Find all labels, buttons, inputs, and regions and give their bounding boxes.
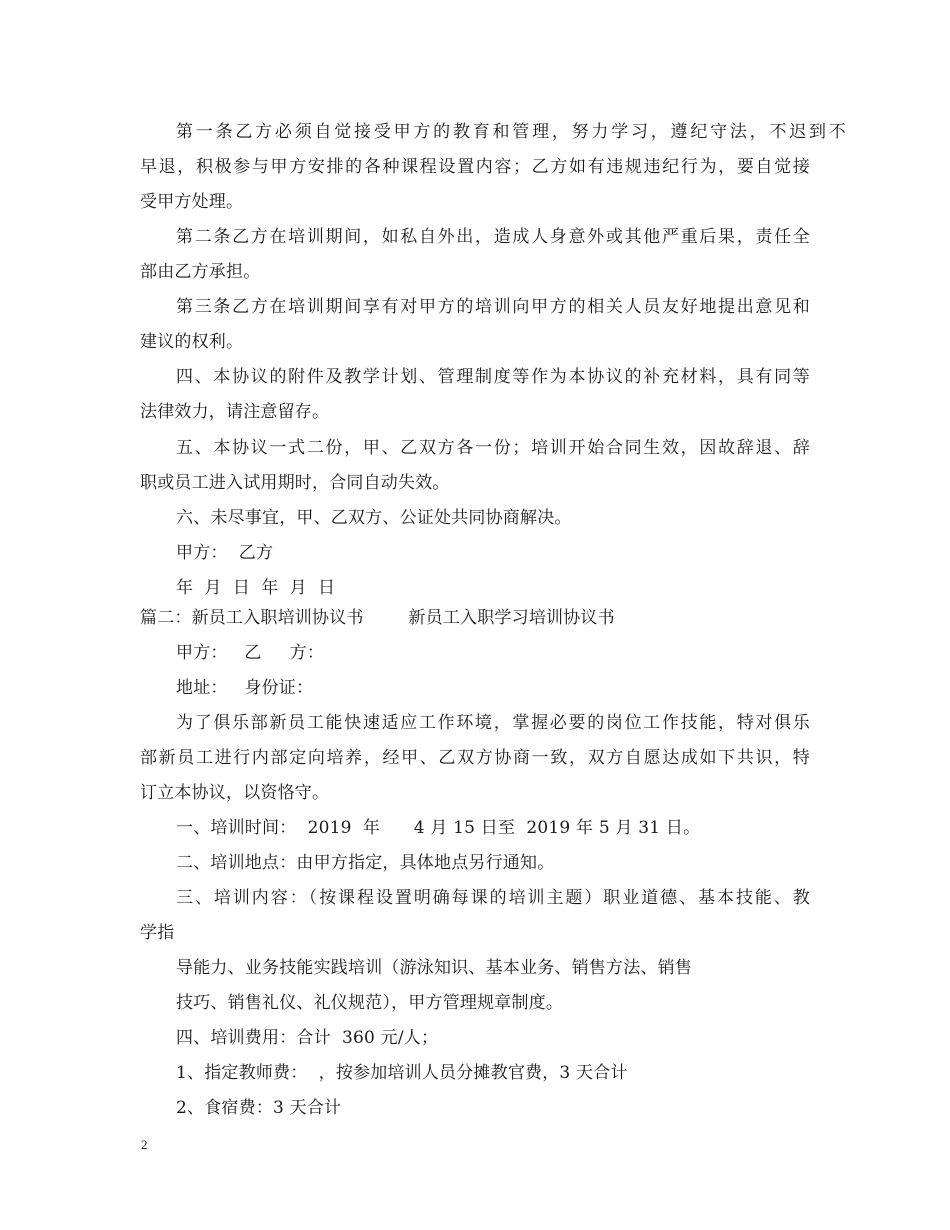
section-heading: 篇二：新员工入职培训协议书 新员工入职学习培训协议书 <box>140 608 615 628</box>
paragraph-line: 四、本协议的附件及教学计划、管理制度等作为本协议的补充材料，具有同等 <box>176 367 810 387</box>
paragraph-line: 第二条乙方在培训期间，如私自外出，造成人身意外或其他严重后果，责任全 <box>176 227 810 247</box>
training-location-line: 二、培训地点：由甲方指定，具体地点另行通知。 <box>176 853 555 873</box>
fee-item-line: 2、食宿费：3 天合计 <box>176 1098 342 1118</box>
paragraph-line: 技巧、销售礼仪、礼仪规范），甲方管理规章制度。 <box>176 993 564 1013</box>
fee-item-line: 1、指定教师费： ，按参加培训人员分摊教官费，3 天合计 <box>176 1063 628 1083</box>
signature-date-line: 年 月 日 年 月 日 <box>176 578 336 598</box>
party-line: 甲方： 乙 方： <box>176 643 325 663</box>
paragraph-line: 第三条乙方在培训期间享有对甲方的培训向甲方的相关人员友好地提出意见和 <box>176 297 810 317</box>
paragraph-line: 为了俱乐部新员工能快速适应工作环境，掌握必要的岗位工作技能，特对俱乐 <box>176 713 810 733</box>
paragraph-line: 部由乙方承担。 <box>140 262 261 282</box>
paragraph-line: 职或员工进入试用期时，合同自动失效。 <box>140 473 450 493</box>
signature-party-line: 甲方： 乙方 <box>176 543 274 563</box>
paragraph-line: 第一条乙方必须自觉接受甲方的教育和管理，努力学习，遵纪守法，不迟到不 <box>176 122 846 142</box>
paragraph-line: 部新员工进行内部定向培养，经甲、乙双方协商一致，双方自愿达成如下共识，特 <box>140 748 810 768</box>
paragraph-line: 导能力、业务技能实践培训（游泳知识、基本业务、销售方法、销售 <box>176 958 692 978</box>
paragraph-line: 学指 <box>140 923 175 943</box>
paragraph-line: 早退，积极参与甲方安排的各种课程设置内容；乙方如有违规违纪行为，要自觉接 <box>140 157 810 177</box>
page-number: 2 <box>141 1137 148 1152</box>
paragraph-line: 法律效力，请注意留存。 <box>140 402 330 422</box>
paragraph-line: 建议的权利。 <box>140 332 244 352</box>
address-line: 地址： 身份证： <box>176 678 314 698</box>
training-content-line: 三、培训内容：（按课程设置明确每课的培训主题）职业道德、基本技能、教 <box>176 888 810 908</box>
training-time-line: 一、培训时间： 2019 年 4 月 15 日至 2019 年 5 月 31 日。 <box>176 818 701 838</box>
training-fee-line: 四、培训费用：合计 360 元/人； <box>176 1028 439 1048</box>
paragraph-line: 订立本协议，以资恪守。 <box>140 783 330 803</box>
paragraph-line: 五、本协议一式二份，甲、乙双方各一份；培训开始合同生效，因故辞退、辞 <box>176 438 810 458</box>
paragraph-line: 受甲方处理。 <box>140 192 244 212</box>
paragraph-line: 六、未尽事宜，甲、乙双方、公证处共同协商解决。 <box>176 508 572 528</box>
